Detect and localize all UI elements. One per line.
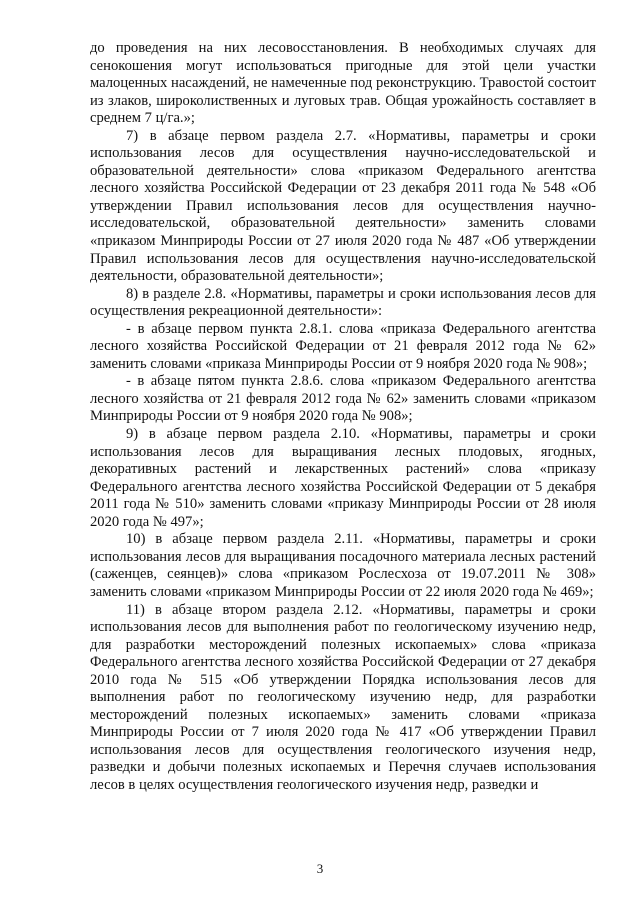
paragraph-item-9: 9) в абзаце первом раздела 2.10. «Нормативы, параметры и сроки использования лесов для выращивания лесных плодовых, ягодных, декоративных растений и лекарственных растений» слова «приказу Федерального агентства лесного хозяйства Российской Федерации от 5 декабря 2011 года № 510» заменить словами «приказу Минприроды России от 28 июля 2020 года № 497»;: [90, 426, 596, 530]
paragraph-item-8-sub-1: - в абзаце первом пункта 2.8.1. слова «приказа Федерального агентства лесного хозяйства Российской Федерации от 21 февраля 2012 года № 62» заменить словами «приказа Минприроды России от 9 ноября 2020 года № 908»;: [90, 320, 596, 372]
paragraph-continuation: до проведения на них лесовосстановления. В необходимых случаях для сенокошения могут использоваться пригодные для этой цели участки малоценных насаждений, не намеченные под реконструкцию. Травостой состоит из злаков, широколиственных и луговых трав. Общая урожайность составляет в среднем 7 ц/га.»;: [90, 40, 596, 127]
page-number: 3: [316, 861, 324, 876]
paragraph-item-8: 8) в разделе 2.8. «Нормативы, параметры и сроки использования лесов для осуществления рекреационной деятельности»:: [90, 285, 596, 320]
document-body: [90, 40, 596, 795]
paragraph-item-7: 7) в абзаце первом раздела 2.7. «Нормативы, параметры и сроки использования лесов для осуществления научно-исследовательской и образовательной деятельности» слова «приказом Федерального агентства лесного хозяйства Российской Федерации от 23 декабря 2011 года № 548 «Об утверждении Правил использования лесов для осуществления научно-исследовательской, образовательной деятельности» заменить словами «приказом Минприроды России от 27 июля 2020 года № 487 «Об утверждении Правил использования лесов для осуществления научно-исследовательской деятельности, образовательной деятельности»;: [90, 127, 596, 285]
paragraph-item-10: 10) в абзаце первом раздела 2.11. «Нормативы, параметры и сроки использования лесов для выращивания посадочного материала лесных растений (саженцев, сеянцев)» слова «приказом Рослесхоза от 19.07.2011 № 308» заменить словами «приказом Минприроды России от 22 июля 2020 года № 469»;: [90, 531, 596, 600]
paragraph-item-11: 11) в абзаце втором раздела 2.12. «Нормативы, параметры и сроки использования лесов для выполнения работ по геологическому изучению недр, для разработки месторождений полезных ископаемых» слова «приказа Федерального агентства лесного хозяйства Российской Федерации от 27 декабря 2010 года № 515 «Об утверждении Порядка использования лесов для выполнения работ по геологическому изучению недр, для разработки месторождений полезных ископаемых» заменить словами «приказа Минприроды России от 7 июля 2020 года № 417 «Об утверждении Правил использования лесов для осуществления геологического изучения недр, разведки и добычи полезных ископаемых и Перечня случаев использования лесов в целях осуществления геологического изучения недр, разведки и: [90, 601, 596, 793]
paragraph-item-8-sub-2: - в абзаце пятом пункта 2.8.6. слова «приказом Федерального агентства лесного хозяйства от 21 февраля 2012 года № 62» заменить словами «приказом Минприроды России от 9 ноября 2020 года № 908»;: [90, 373, 596, 425]
